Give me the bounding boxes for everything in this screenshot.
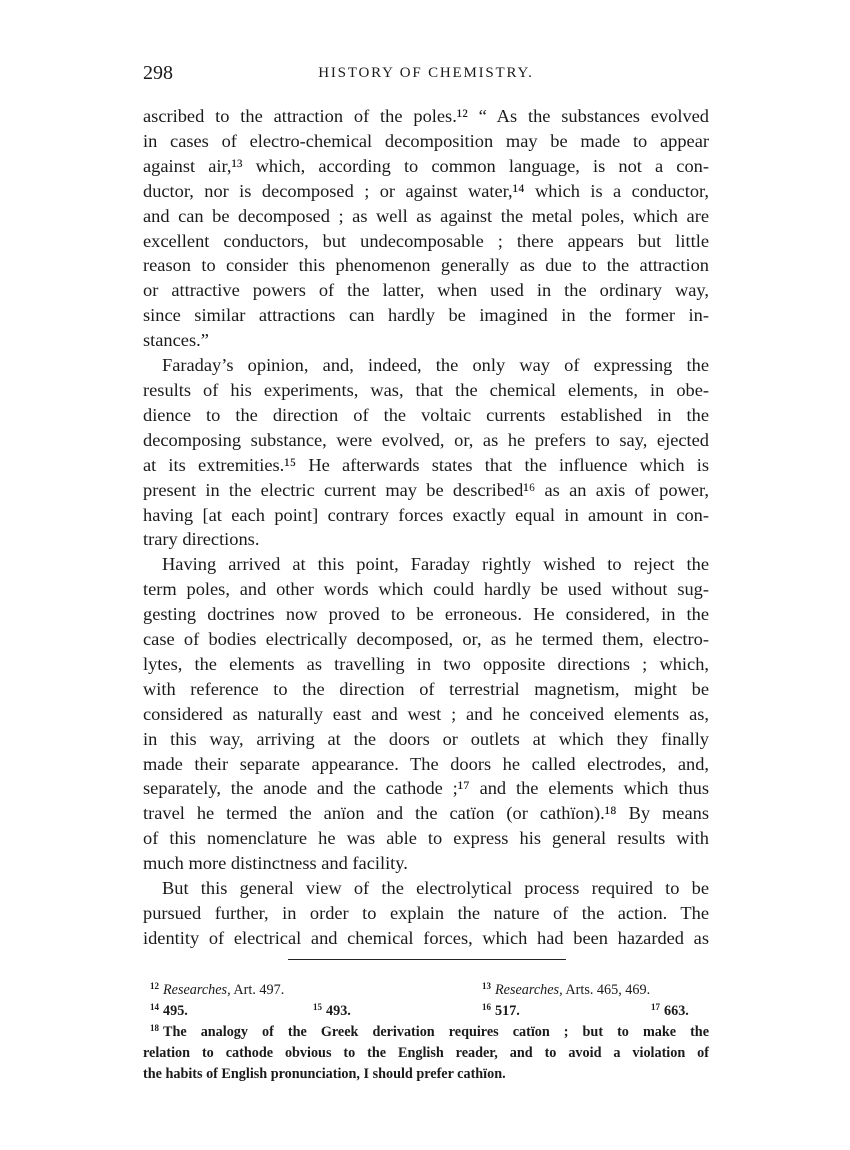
- footnote-line: [143, 1018, 709, 1043]
- text-line: gesting doctrines now proved to be erroneous. He considered, in the: [143, 604, 709, 625]
- text-line: excellent conductors, but undecomposable ; there appears but little: [143, 230, 709, 251]
- text-line: made their separate appearance. The doors he called electrodes, and,: [143, 753, 709, 774]
- paragraph-2: [143, 353, 709, 552]
- footnote-text: The analogy of the Greek derivation requires catïon ; but to make the: [163, 1024, 709, 1040]
- footnote-18: [143, 1018, 709, 1085]
- text-line: ascribed to the attraction of the poles.¹² “ As the substances evolved: [143, 106, 709, 126]
- footnote-text: 495.: [163, 1003, 188, 1019]
- text-line: since similar attractions can hardly be imagined in the former in-: [143, 305, 709, 326]
- footnotes: [143, 976, 709, 1085]
- text-line: at its extremities.¹⁵ He afterwards states that the influence which is: [143, 454, 709, 475]
- footnote-text: Art. 497.: [230, 982, 285, 998]
- footnote-text: Arts. 465, 469.: [562, 982, 651, 998]
- footnote-number: 15: [313, 1002, 322, 1012]
- text-line: much more distinctness and facility.: [143, 853, 408, 874]
- text-line: case of bodies electrically decomposed, or, as he termed them, electro-: [143, 629, 709, 650]
- text-line: with reference to the direction of terrestrial magnetism, might be: [143, 678, 709, 699]
- paragraph-4: [143, 876, 709, 951]
- text-line: dience to the direction of the voltaic currents established in the: [143, 404, 709, 425]
- footnote-14: [150, 997, 188, 1022]
- text-line: identity of electrical and chemical forces, which had been hazarded as: [143, 927, 709, 948]
- footnote-17: [651, 997, 689, 1022]
- footnote-line: the habits of English pronunciation, I should prefer cathïon.: [143, 1066, 506, 1082]
- text-line: present in the electric current may be described¹⁶ as an axis of power,: [143, 479, 709, 500]
- text-line: reason to consider this phenomenon generally as due to the attraction: [143, 255, 709, 276]
- text-line: in cases of electro-chemical decomposition may be made to appear: [143, 130, 709, 151]
- paragraph-1: [143, 104, 709, 353]
- text-line: against air,¹³ which, according to common language, is not a con-: [143, 155, 709, 176]
- footnote-number: 16: [482, 1002, 491, 1012]
- footnote-number: 17: [651, 1002, 660, 1012]
- text-line: Having arrived at this point, Faraday rightly wished to reject the: [162, 554, 709, 575]
- footnote-text: 493.: [326, 1003, 351, 1019]
- text-line: travel he termed the anïon and the catïon (or cathïon).¹⁸ By means: [143, 803, 709, 824]
- text-line: results of his experiments, was, that the chemical elements, in obe-: [143, 379, 709, 400]
- footnote-number: 12: [150, 981, 159, 991]
- text-line: decomposing substance, were evolved, or, as he prefers to say, ejected: [143, 429, 709, 450]
- footnote-row: [143, 976, 709, 997]
- text-line: and can be decomposed ; as well as against the metal poles, which are: [143, 205, 709, 226]
- footnote-16: [482, 997, 520, 1022]
- footnote-15: [313, 997, 351, 1022]
- text-line: lytes, the elements as travelling in two opposite directions ; which,: [143, 653, 709, 674]
- text-line: But this general view of the electrolytical process required to be: [162, 878, 709, 899]
- text-line: Faraday’s opinion, and, indeed, the only way of expressing the: [162, 355, 709, 376]
- paragraph-3: [143, 552, 709, 876]
- footnote-text: 517.: [495, 1003, 520, 1019]
- footnote-number: 14: [150, 1002, 159, 1012]
- footnote-divider: [288, 959, 566, 960]
- page-number: 298: [143, 62, 173, 84]
- footnote-text: 663.: [664, 1003, 689, 1019]
- footnote-source: Researches,: [163, 982, 231, 998]
- footnote-number: 13: [482, 981, 491, 991]
- text-line: having [at each point] contrary forces exactly equal in amount in con-: [143, 504, 709, 525]
- body-text: [143, 104, 709, 951]
- text-line: ductor, nor is decomposed ; or against water,¹⁴ which is a conductor,: [143, 180, 709, 201]
- footnote-line: relation to cathode obvious to the English reader, and to avoid a violation of: [143, 1045, 709, 1061]
- text-line: pursued further, in order to explain the nature of the action. The: [143, 903, 709, 923]
- text-line: separately, the anode and the cathode ;¹⁷ and the elements which thus: [143, 778, 709, 799]
- text-line: trary directions.: [143, 529, 260, 550]
- text-line: term poles, and other words which could hardly be used without sug-: [143, 579, 709, 600]
- text-line: or attractive powers of the latter, when used in the ordinary way,: [143, 280, 709, 301]
- text-line: considered as naturally east and west ; and he conceived elements as,: [143, 703, 709, 724]
- footnote-source: Researches,: [495, 982, 563, 998]
- footnote-row: [143, 997, 709, 1018]
- text-line: of this nomenclature he was able to express his general results with: [143, 828, 709, 849]
- text-line: stances.”: [143, 330, 209, 351]
- page-header: [143, 62, 709, 88]
- running-head: HISTORY OF CHEMISTRY.: [318, 65, 534, 81]
- footnote-number: 18: [150, 1023, 159, 1033]
- text-line: in this way, arriving at the doors or outlets at which they finally: [143, 728, 709, 749]
